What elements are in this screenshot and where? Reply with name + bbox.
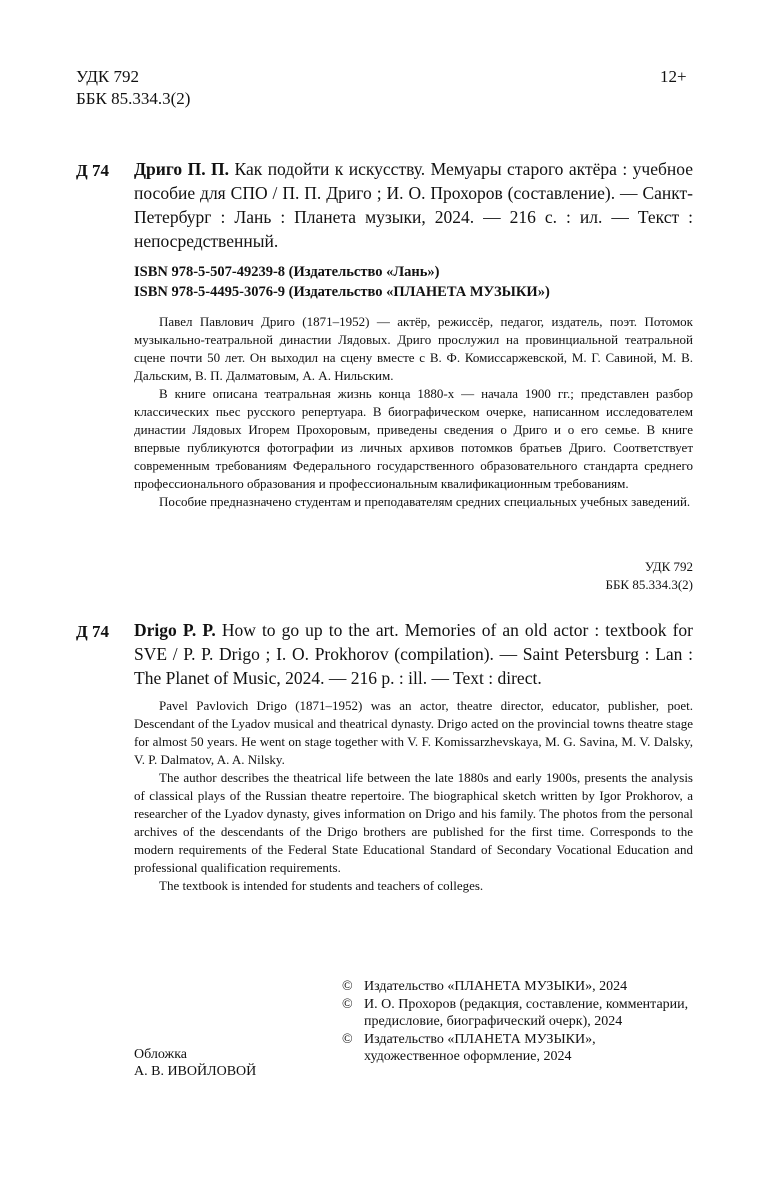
en-abstract-paragraph: The author describes the theatrical life between the late 1880s and early 1900s, presents the analysis of classical plays of the Russian theatre repertoire. The biographical sketch written by Igor Prokhorov, a researcher of the Lyadov dynasty, gives information on Drigo and his family. The photos from the personal archives of the descendants of the Drigo brothers are published for the first time. Corresponds to the modern requirements of the Federal State Educational Standard of Secondary Vocational Education and professional qualification requirements.: [134, 770, 693, 875]
en-bibliographic-description: [134, 618, 693, 690]
copyright-line: [342, 996, 693, 1030]
en-author: Drigo P. P.: [134, 620, 216, 640]
ru-udk: УДК 792: [644, 559, 693, 574]
ru-abstract: [134, 313, 693, 511]
copyright-line: [342, 978, 693, 995]
ru-isbn-planeta: ISBN 978-5-4495-3076-9 (Издательство «ПЛАНЕТА МУЗЫКИ»): [134, 284, 550, 300]
ru-isbn-lan: ISBN 978-5-507-49239-8 (Издательство «Лань»): [134, 264, 440, 280]
copyright-symbol: ©: [342, 997, 353, 1012]
en-abstract-paragraph: Pavel Pavlovich Drigo (1871–1952) was an actor, theatre director, educator, publisher, poet. Descendant of the Lyadov musical and theatrical dynasty. Drigo acted on the provincial towns theatre stage for almost 50 years. He went on stage together with V. F. Komissarzhevskaya, M. G. Savina, M. V. Dalsky, V. P. Dalmatov, A. A. Nilsky.: [134, 698, 693, 767]
ru-title-text: Как подойти к искусству. Мемуары старого актёра : учебное пособие для СПО / П. П. Дриго ; И. О. Прохоров (составление). — Санкт-Петербург : Лань : Планета музыки, 2024. — 216 с. : ил. — Текст : непосредственный.: [134, 159, 693, 251]
copyright-text: И. О. Прохоров (редакция, составление, комментарии, предисловие, биографический очерк), 2024: [364, 997, 689, 1029]
ru-class-code: Д 74: [76, 161, 109, 180]
cover-artist: А. В. ИВОЙЛОВОЙ: [134, 1064, 257, 1079]
header-bbk: ББК 85.334.3(2): [76, 89, 191, 108]
ru-bibliographic-description: [134, 157, 693, 253]
cover-label: Обложка: [134, 1047, 187, 1062]
ru-abstract-paragraph: В книге описана театральная жизнь конца 1880-х — начала 1900 гг.; представлен разбор классических пьес русского репертуара. В биографическом очерке, написанном исследователем династии Лядовых Игорем Прохоровым, приведены сведения о Дриго и о его семье. В книге впервые публикуются фотографии из личных архивов потомков братьев Дриго. Соответствует современным требованиям Федерального государственного образовательного стандарта среднего профессионального образования и профессиональным квалификационным требованиям.: [134, 386, 693, 491]
copyright-line: [342, 1031, 693, 1065]
ru-author: Дриго П. П.: [134, 159, 230, 179]
copyright-text: Издательство «ПЛАНЕТА МУЗЫКИ», художественное оформление, 2024: [364, 1032, 596, 1064]
copyright-block: [342, 978, 693, 1065]
ru-bbk: ББК 85.334.3(2): [605, 577, 693, 592]
age-rating: 12+: [660, 67, 687, 86]
en-abstract: [134, 697, 693, 895]
en-title-text: How to go up to the art. Memories of an old actor : textbook for SVE / P. P. Drigo ; I. O. Prokhorov (compilation). — Saint Petersburg : Lan : The Planet of Music, 2024. — 216 p. : ill. — Text : direct.: [134, 620, 694, 688]
copyright-symbol: ©: [342, 979, 353, 994]
en-abstract-paragraph: The textbook is intended for students and teachers of colleges.: [159, 878, 484, 893]
en-class-code: Д 74: [76, 622, 109, 641]
header-udk: УДК 792: [76, 67, 140, 86]
ru-abstract-paragraph: Павел Павлович Дриго (1871–1952) — актёр, режиссёр, педагог, издатель, поэт. Потомок музыкально-театральной династии Лядовых. Дриго прослужил на провинциальной театральной сцене почти 50 лет. Он выходил на сцену вместе с В. Ф. Комиссаржевской, М. Г. Савиной, М. В. Дальским, В. П. Далматовым, А. А. Нильским.: [134, 314, 693, 383]
ru-abstract-paragraph: Пособие предназначено студентам и преподавателям средних специальных учебных заведений.: [159, 494, 691, 509]
copyright-text: Издательство «ПЛАНЕТА МУЗЫКИ», 2024: [364, 979, 628, 994]
copyright-symbol: ©: [342, 1032, 353, 1047]
